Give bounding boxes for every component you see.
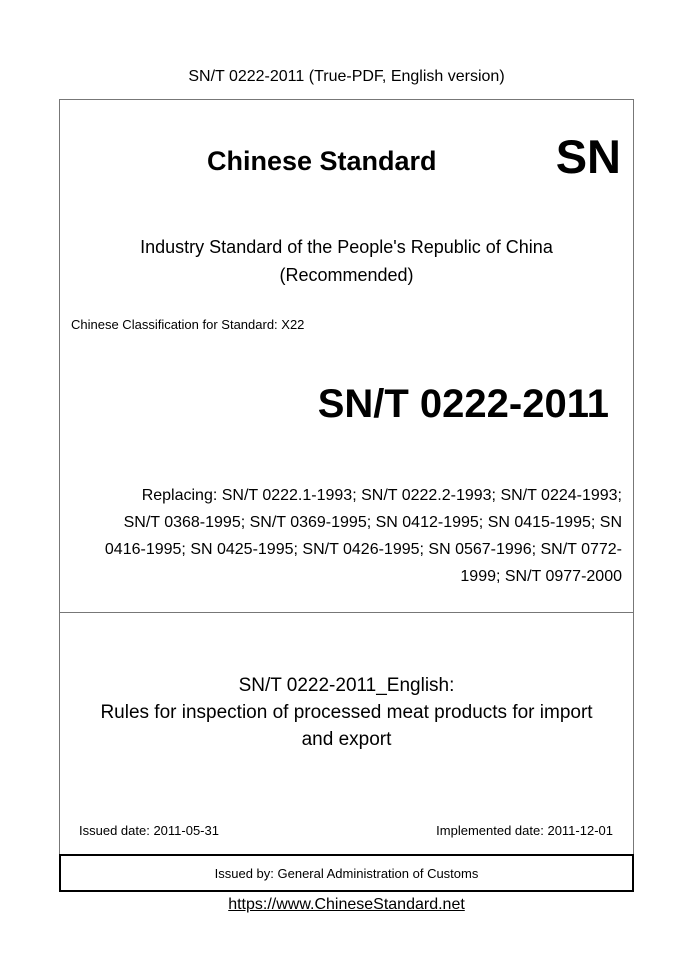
issued-by: Issued by: General Administration of Customs: [214, 865, 479, 881]
website-link-container: [0, 896, 693, 914]
replacing-line: Replacing: SN/T 0222.1-1993; SN/T 0222.2-1993; SN/T 0224-1993;: [141, 487, 622, 504]
industry-standard-label: [59, 233, 634, 289]
replacing-line: SN/T 0368-1995; SN/T 0369-1995; SN 0412-1995; SN 0415-1995; SN: [123, 514, 622, 531]
replacing-line: 0416-1995; SN 0425-1995; SN/T 0426-1995; SN 0567-1996; SN/T 0772-: [104, 541, 622, 558]
industry-line-1: Industry Standard of the People's Republic of China: [140, 237, 553, 257]
classification-label: Chinese Classification for Standard: X22: [71, 317, 305, 332]
issued-date: Issued date: 2011-05-31: [79, 823, 219, 838]
brand-title: Chinese Standard: [207, 146, 437, 176]
implemented-date: Implemented date: 2011-12-01: [436, 823, 613, 838]
industry-line-2: (Recommended): [279, 265, 414, 285]
replacing-line: 1999; SN/T 0977-2000: [460, 568, 622, 585]
website-link[interactable]: https://www.ChineseStandard.net: [228, 896, 465, 913]
title-line: Rules for inspection of processed meat products for import: [100, 702, 593, 723]
title-line: and export: [301, 729, 392, 750]
replacing-list: [66, 482, 622, 590]
title-line: SN/T 0222-2011_English:: [238, 675, 455, 696]
header-text: SN/T 0222-2011 (True-PDF, English version): [188, 68, 505, 85]
standard-number: SN/T 0222-2011: [317, 382, 609, 426]
standard-code: SN: [555, 130, 621, 183]
document-title: [59, 672, 634, 753]
issuer-box: [59, 854, 634, 892]
